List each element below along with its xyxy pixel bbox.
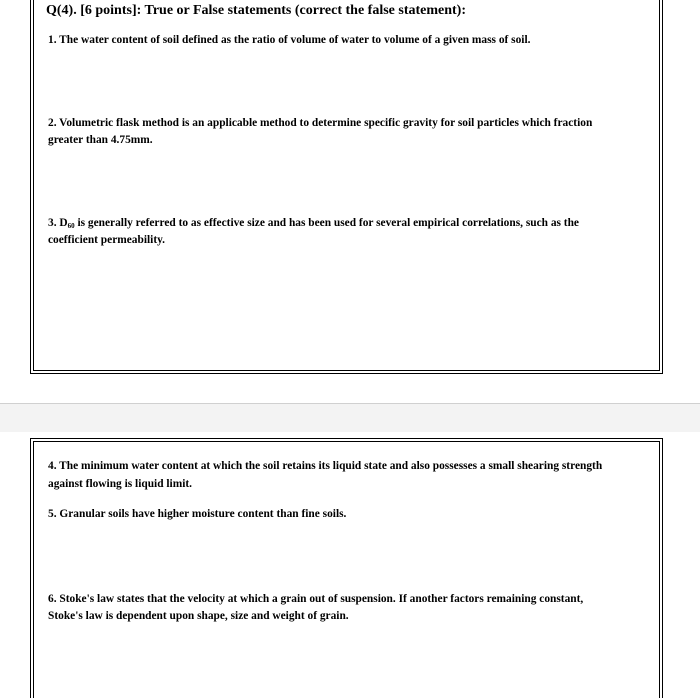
statement-5-line-1: 5. Granular soils have higher moisture content than fine soils. <box>48 508 347 520</box>
page-gap <box>0 404 700 432</box>
statement-1-line-1: 1. The water content of soil defined as the ratio of volume of water to volume of a given mass of soil. <box>48 34 531 46</box>
question-header: Q(4). [6 points]: True or False statements (correct the false statement): <box>46 3 467 18</box>
statement-3-prefix: 3. D <box>48 217 68 229</box>
statement-3-line-2: coefficient permeability. <box>48 234 166 246</box>
statement-6-line-2: Stoke's law is dependent upon shape, size and weight of grain. <box>48 610 349 622</box>
statement-4-line-2: against flowing is liquid limit. <box>48 478 192 490</box>
statement-3-line-1 <box>48 215 667 233</box>
question-box-bottom <box>30 438 663 698</box>
statement-3-subscript: 60 <box>67 222 75 230</box>
page-2 <box>0 432 700 677</box>
statement-2-line-1: 2. Volumetric flask method is an applicable method to determine specific gravity for soil particles which fraction <box>48 117 593 129</box>
statement-3-text: is generally referred to as effective size and has been used for several empirical correlations, such as the <box>74 217 579 229</box>
statement-4-line-1: 4. The minimum water content at which the soil retains its liquid state and also possesses a small shearing strength <box>48 460 603 472</box>
statement-2-line-2: greater than 4.75mm. <box>48 134 153 146</box>
statement-6-line-1: 6. Stoke's law states that the velocity at which a grain out of suspension. If another factors remaining constant, <box>48 593 584 605</box>
question-box-top <box>30 0 663 374</box>
